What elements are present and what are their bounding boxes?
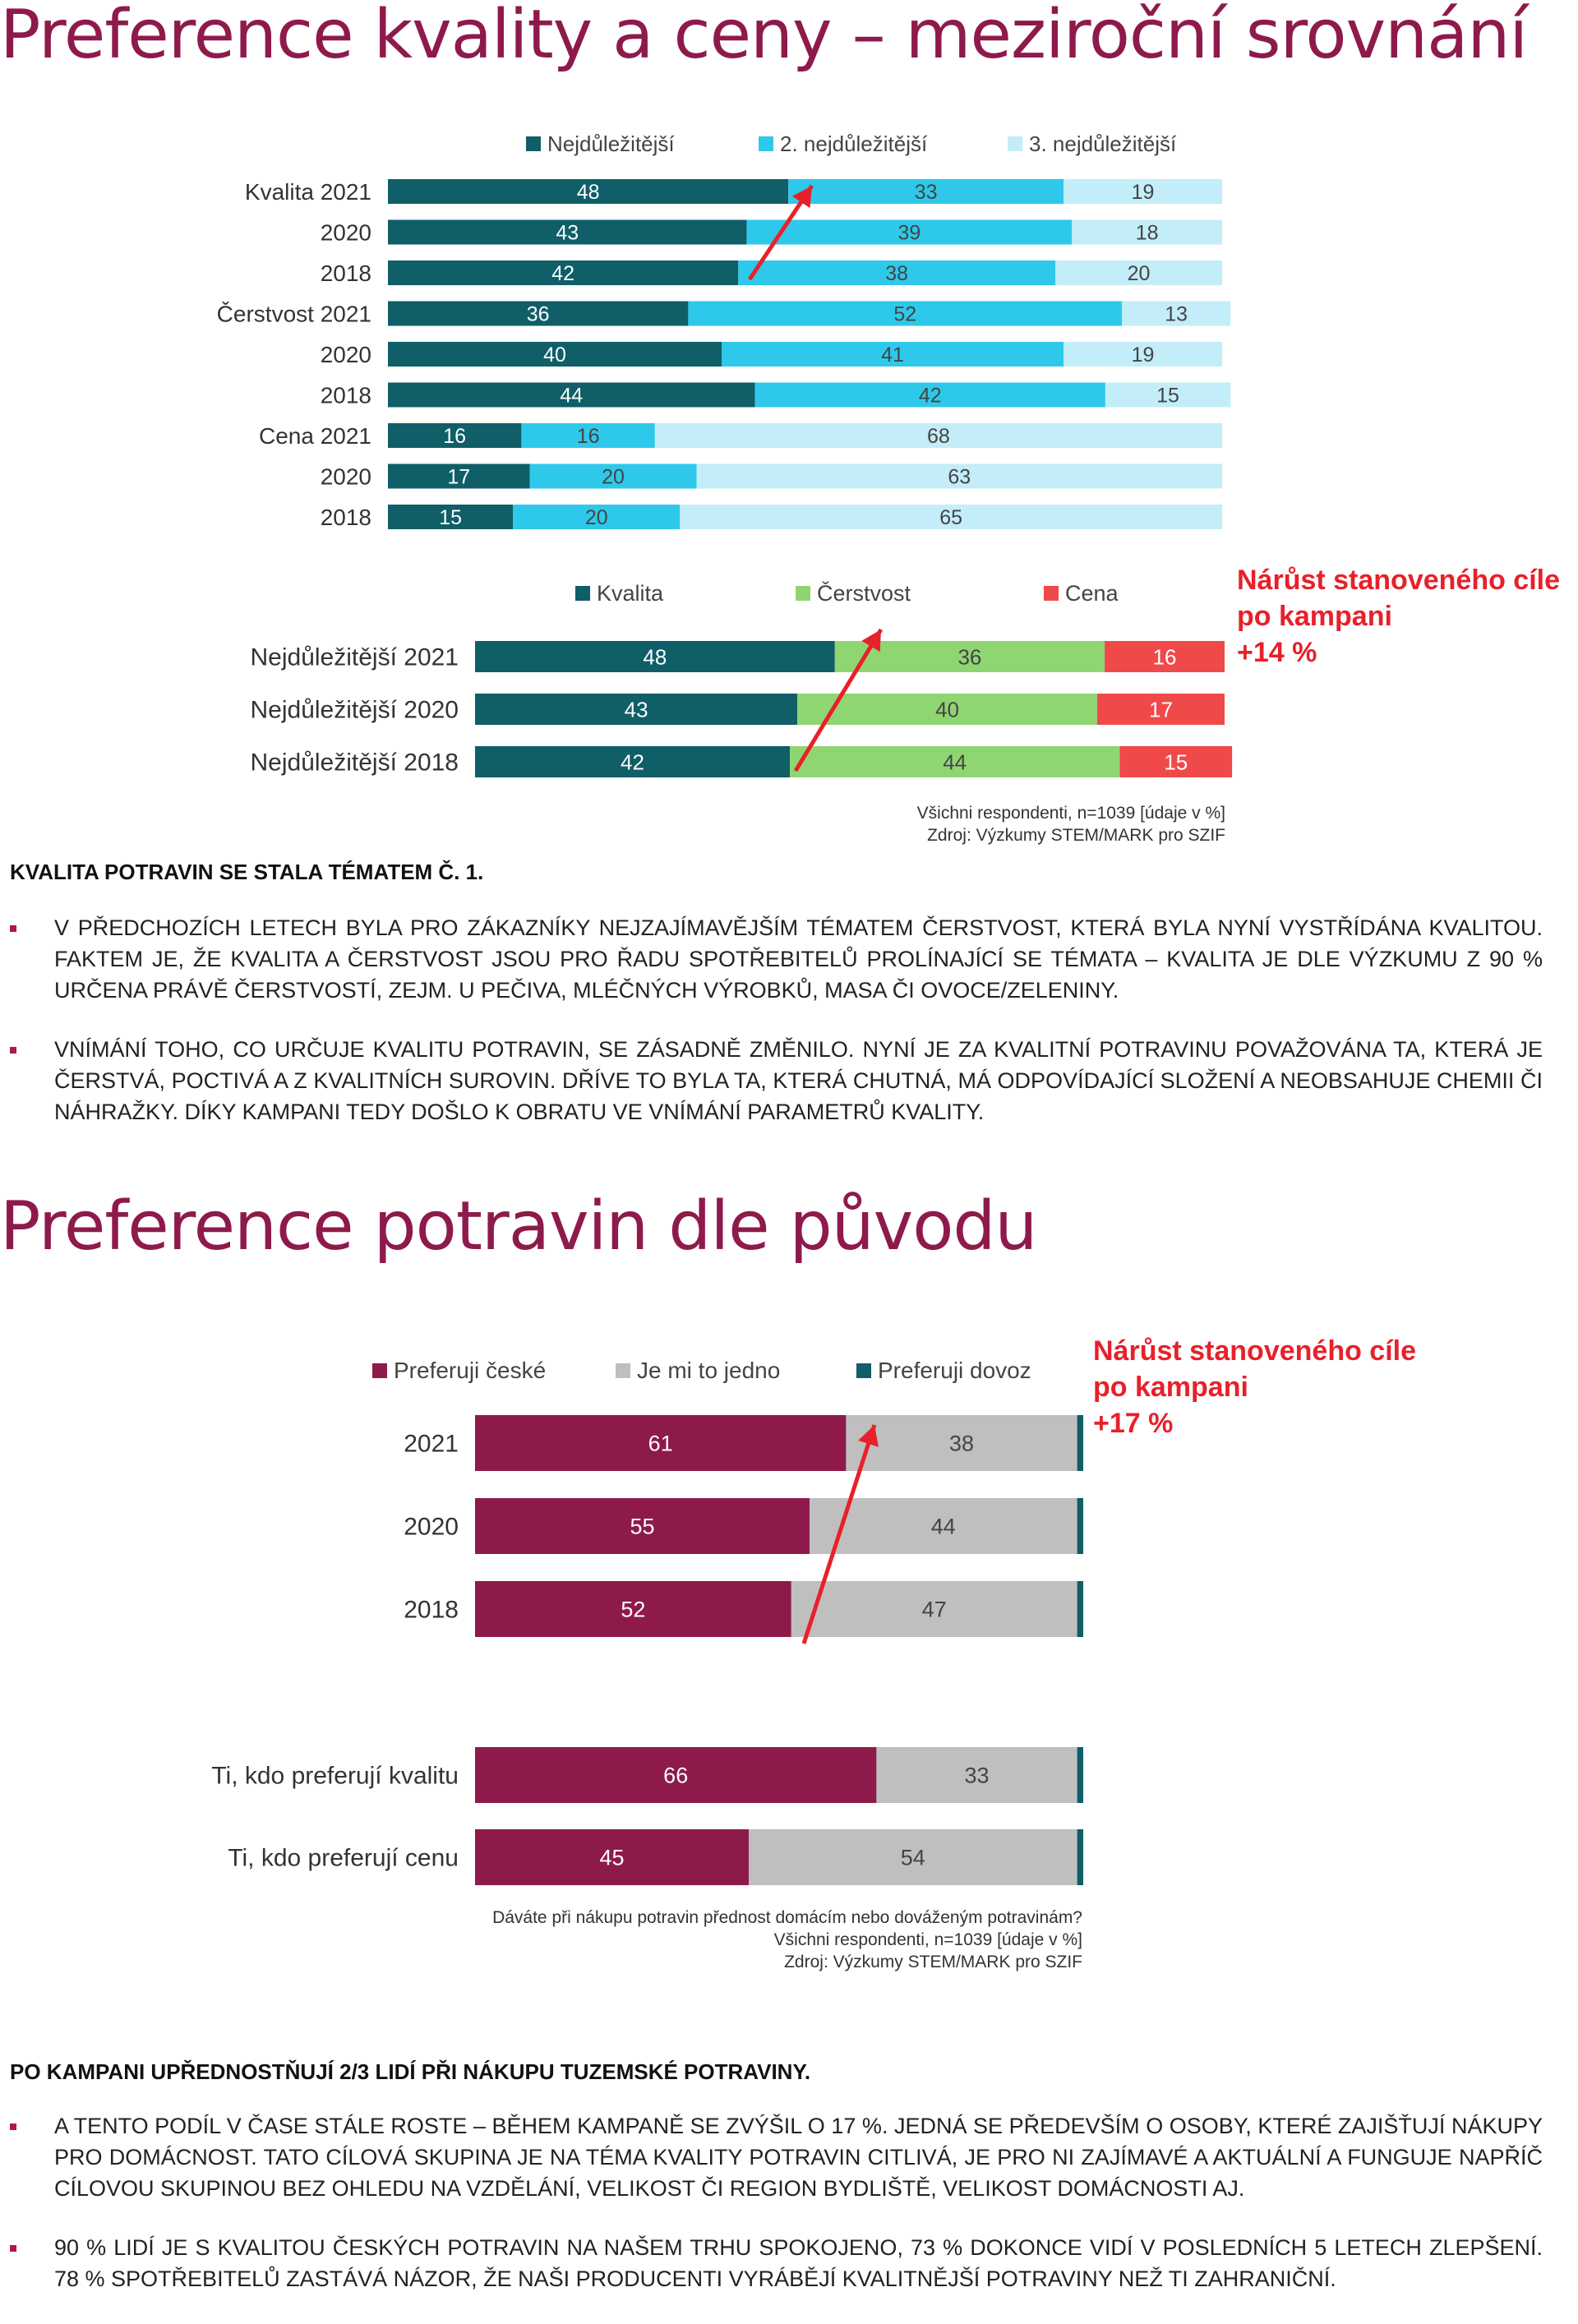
chart-ranking xyxy=(0,115,1578,542)
bar-value-label: 38 xyxy=(948,1431,975,1456)
bar-value-label: 16 xyxy=(443,425,467,448)
bar-value-label: 55 xyxy=(630,1514,655,1539)
section-heading-quality: KVALITA POTRAVIN SE STALA TÉMATEM Č. 1. xyxy=(10,860,484,884)
category-label: 2020 xyxy=(320,463,371,490)
bar-segment-preferuji-dovoz xyxy=(1077,1829,1083,1885)
bar-value-label: 48 xyxy=(576,181,600,204)
category-label: Ti, kdo preferují kvalitu xyxy=(211,1762,459,1790)
legend-label-2-nejdulezitejsi: 2. nejdůležitější xyxy=(780,131,928,156)
source-line: Všichni respondenti, n=1039 [údaje v %] xyxy=(916,804,1225,823)
source-line: Zdroj: Výzkumy STEM/MARK pro SZIF xyxy=(927,826,1225,845)
bar-value-label: 15 xyxy=(1164,749,1188,775)
bar-value-label: 65 xyxy=(939,506,963,529)
bar-value-label: 17 xyxy=(447,465,471,489)
callout-value: +17 % xyxy=(1093,1408,1174,1439)
legend-label-preferuji-dovoz: Preferuji dovoz xyxy=(878,1358,1031,1383)
callout-line: Nárůst stanoveného cíle xyxy=(1093,1335,1417,1367)
legend-swatch-preferuji-ceske xyxy=(372,1363,387,1378)
bar-value-label: 47 xyxy=(921,1597,947,1622)
bar-value-label: 33 xyxy=(914,181,938,204)
section-heading-origin: PO KAMPANI UPŘEDNOSTŇUJÍ 2/3 LIDÍ PŘI NÁKUPU TUZEMSKÉ POTRAVINY. xyxy=(10,2059,811,2084)
bar-value-label: 42 xyxy=(621,749,644,775)
page-title-origin: Preference potravin dle původu xyxy=(0,1187,1037,1266)
source-line: Zdroj: Výzkumy STEM/MARK pro SZIF xyxy=(784,1953,1082,1971)
source-line: Všichni respondenti, n=1039 [údaje v %] xyxy=(773,1930,1082,1949)
legend-swatch-preferuji-dovoz xyxy=(856,1363,871,1378)
page-title-quality-price: Preference kvality a ceny – meziroční srovnání xyxy=(0,0,1528,74)
bullet-item: 90 % LIDÍ JE S KVALITOU ČESKÝCH POTRAVIN NA NAŠEM TRHU SPOKOJENO, 73 % DOKONCE VIDÍ V POSLEDNÍCH 5 LETECH ZLEPŠENÍ. 78 % SPOTŘEBITELŮ ZASTÁVÁ NÁZOR, ŽE NAŠI PRODUCENTI VYRÁBĚJÍ KVALITNĚJŠÍ POTRAVINY NEŽ TI ZAHRANIČNÍ. xyxy=(10,2232,1543,2294)
bar-value-label: 66 xyxy=(663,1763,689,1788)
bar-value-label: 16 xyxy=(1152,644,1177,670)
legend-label-3-nejdulezitejsi: 3. nejdůležitější xyxy=(1029,131,1177,156)
bar-segment-preferuji-dovoz xyxy=(1077,1581,1083,1637)
chart-origin-groups xyxy=(0,1734,1101,1898)
callout-value: +14 % xyxy=(1237,637,1317,668)
bar-value-label: 52 xyxy=(893,302,917,326)
bar-value-label: 20 xyxy=(602,465,625,489)
category-label: 2018 xyxy=(320,382,371,408)
category-label: Ti, kdo preferují cenu xyxy=(228,1844,459,1872)
bar-value-label: 19 xyxy=(1131,181,1155,204)
bar-value-label: 39 xyxy=(897,221,921,245)
category-label: Nejdůležitější 2020 xyxy=(250,696,459,724)
bar-value-label: 40 xyxy=(935,697,960,722)
callout-line: po kampani xyxy=(1237,601,1392,632)
bar-value-label: 68 xyxy=(926,425,950,448)
legend-label-preferuji-ceske: Preferuji české xyxy=(394,1358,547,1383)
bar-value-label: 45 xyxy=(599,1845,625,1870)
bar-value-label: 41 xyxy=(881,344,904,367)
bar-value-label: 15 xyxy=(1156,384,1179,408)
bar-value-label: 33 xyxy=(964,1763,990,1788)
category-label: 2018 xyxy=(320,260,371,286)
legend-swatch-cerstvost xyxy=(796,586,810,601)
bar-value-label: 44 xyxy=(560,384,584,408)
legend-label-kvalita: Kvalita xyxy=(597,581,664,606)
bar-value-label: 48 xyxy=(643,644,667,670)
bar-value-label: 63 xyxy=(948,465,971,489)
callout-line: po kampani xyxy=(1093,1372,1248,1403)
legend-swatch-kvalita xyxy=(575,586,590,601)
bar-value-label: 52 xyxy=(621,1597,646,1622)
bullet-list-quality xyxy=(10,912,1543,1155)
bullet-list-origin xyxy=(10,2110,1543,2322)
bar-value-label: 38 xyxy=(885,262,909,285)
chart-most-important xyxy=(0,567,1233,781)
bar-value-label: 20 xyxy=(1127,262,1151,285)
category-label: 2018 xyxy=(404,1596,459,1624)
bar-value-label: 42 xyxy=(551,262,575,285)
bar-value-label: 13 xyxy=(1165,302,1188,326)
callout-growth-origin xyxy=(1093,1333,1416,1441)
legend-swatch-2-nejdulezitejsi xyxy=(759,136,773,151)
bar-value-label: 42 xyxy=(918,384,942,408)
category-label: 2020 xyxy=(404,1513,459,1541)
category-label: 2018 xyxy=(320,504,371,530)
bar-value-label: 61 xyxy=(648,1431,673,1456)
legend-swatch-cena xyxy=(1044,586,1059,601)
legend-swatch-3-nejdulezitejsi xyxy=(1008,136,1022,151)
callout-line: Nárůst stanoveného cíle xyxy=(1237,565,1561,596)
callout-growth-quality xyxy=(1237,562,1560,671)
bar-value-label: 16 xyxy=(576,425,600,448)
category-label: Čerstvost 2021 xyxy=(216,301,371,327)
bar-segment-preferuji-dovoz xyxy=(1077,1747,1083,1803)
survey-question: Dáváte při nákupu potravin přednost domácím nebo dováženým potravinám? xyxy=(492,1908,1082,1927)
legend-swatch-nejdulezitejsi xyxy=(526,136,541,151)
source-note-2 xyxy=(492,1907,1082,1973)
category-label: Cena 2021 xyxy=(258,422,371,449)
legend-label-nejdulezitejsi: Nejdůležitější xyxy=(547,131,675,156)
bar-value-label: 20 xyxy=(584,506,608,529)
category-label: 2020 xyxy=(320,219,371,246)
chart-origin-years xyxy=(0,1340,1101,1652)
source-note-1 xyxy=(917,802,1225,846)
bar-value-label: 36 xyxy=(526,302,550,326)
bar-value-label: 44 xyxy=(943,749,967,775)
bar-value-label: 18 xyxy=(1135,221,1159,245)
legend-label-cena: Cena xyxy=(1065,581,1119,606)
category-label: 2021 xyxy=(404,1430,459,1458)
bar-segment-preferuji-dovoz xyxy=(1077,1498,1083,1554)
bullet-item: A TENTO PODÍL V ČASE STÁLE ROSTE – BĚHEM KAMPANĚ SE ZVÝŠIL O 17 %. JEDNÁ SE PŘEDEVŠÍM O OSOBY, KTERÉ ZAJIŠŤUJÍ NÁKUPY PRO DOMÁCNOST. TATO CÍLOVÁ SKUPINA JE NA TÉMA KVALITY POTRAVIN CITLIVÁ, JE PRO NI ZAJÍMAVÉ A AKTUÁLNÍ A FUNGUJE NAPŘÍČ CÍLOVOU SKUPINOU BEZ OHLEDU NA VZDĚLÁNÍ, VELIKOST ČI REGION BYDLIŠTĚ, VELIKOST DOMÁCNOSTI AJ. xyxy=(10,2110,1543,2204)
legend-label-cerstvost: Čerstvost xyxy=(817,581,911,606)
bar-value-label: 54 xyxy=(900,1845,925,1870)
bar-value-label: 43 xyxy=(624,697,648,722)
bar-segment-preferuji-dovoz xyxy=(1077,1415,1083,1471)
bar-value-label: 40 xyxy=(543,344,566,367)
bullet-item: VNÍMÁNÍ TOHO, CO URČUJE KVALITU POTRAVIN, SE ZÁSADNĚ ZMĚNILO. NYNÍ JE ZA KVALITNÍ POTRAVINU POVAŽOVÁNA TA, KTERÁ JE ČERSTVÁ, POCTIVÁ A Z KVALITNÍCH SUROVIN. DŘÍVE TO BYLA TA, KTERÁ CHUTNÁ, MÁ ODPOVÍDAJÍCÍ SLOŽENÍ A NEOBSAHUJE CHEMII ČI NÁHRAŽKY. DÍKY KAMPANI TEDY DOŠLO K OBRATU VE VNÍMÁNÍ PARAMETRŮ KVALITY. xyxy=(10,1034,1543,1127)
legend-swatch-je-mi-to-jedno xyxy=(616,1363,630,1378)
bar-value-label: 36 xyxy=(957,644,982,670)
category-label: Nejdůležitější 2021 xyxy=(250,643,459,671)
bar-value-label: 44 xyxy=(930,1514,956,1539)
bullet-item: V PŘEDCHOZÍCH LETECH BYLA PRO ZÁKAZNÍKY NEJZAJÍMAVĚJŠÍM TÉMATEM ČERSTVOST, KTERÁ BYLA NYNÍ VYSTŘÍDÁNA KVALITOU. FAKTEM JE, ŽE KVALITA A ČERSTVOST JSOU PRO ŘADU SPOTŘEBITELŮ PROLÍNAJÍCÍ SE TÉMATA – KVALITA JE DLE VÝZKUMU Z 90 % URČENA PRÁVĚ ČERSTVOSTÍ, ZEJM. U PEČIVA, MLÉČNÝCH VÝROBKŮ, MASA ČI OVOCE/ZELENINY. xyxy=(10,912,1543,1006)
category-label: 2020 xyxy=(320,341,371,367)
category-label: Kvalita 2021 xyxy=(244,178,371,205)
bar-value-label: 15 xyxy=(439,506,463,529)
bar-value-label: 17 xyxy=(1149,697,1173,722)
category-label: Nejdůležitější 2018 xyxy=(250,749,459,777)
bar-value-label: 43 xyxy=(556,221,579,245)
legend-label-je-mi-to-jedno: Je mi to jedno xyxy=(637,1358,781,1383)
bar-value-label: 19 xyxy=(1131,344,1155,367)
